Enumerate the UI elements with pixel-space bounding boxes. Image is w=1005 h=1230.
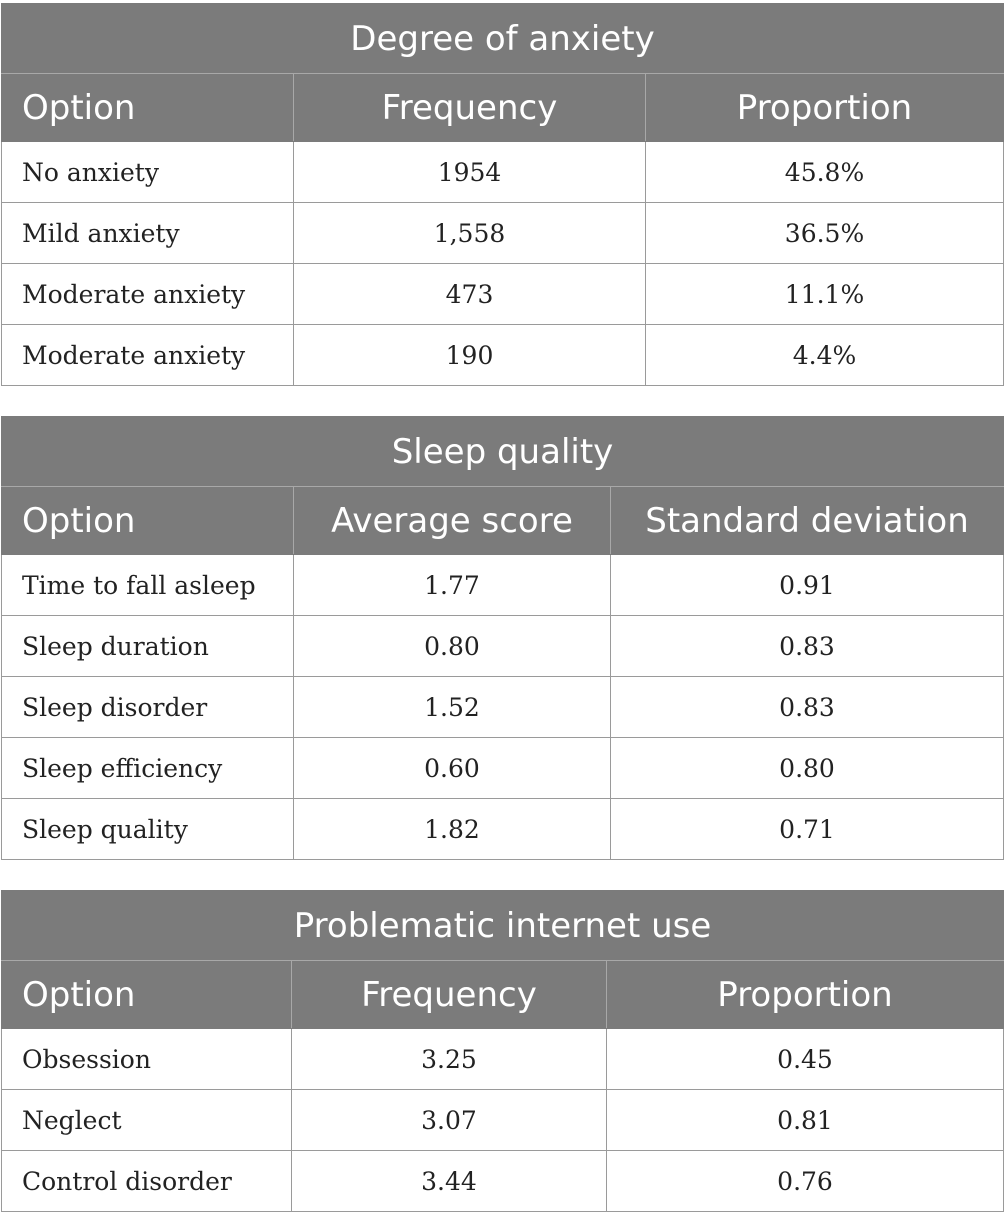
table-cell: 0.80	[611, 738, 1004, 799]
table-cell: 0.81	[607, 1090, 1004, 1151]
table-row	[2, 1090, 1004, 1151]
column-header: Average score	[294, 487, 611, 555]
table-cell: 3.44	[292, 1151, 607, 1212]
table-row	[2, 677, 1004, 738]
table-cell: Mild anxiety	[2, 203, 294, 264]
column-header: Option	[2, 487, 294, 555]
table-cell: 45.8%	[646, 142, 1004, 203]
table-cell: 0.83	[611, 616, 1004, 677]
table-cell: 0.83	[611, 677, 1004, 738]
column-header: Proportion	[646, 74, 1004, 142]
table-row	[2, 1029, 1004, 1090]
anxiety-table	[1, 3, 1004, 386]
table-cell: 190	[294, 325, 646, 386]
table-row	[2, 325, 1004, 386]
table-row	[2, 203, 1004, 264]
table-row	[2, 616, 1004, 677]
table-header-row	[2, 961, 1004, 1029]
table-cell: 1,558	[294, 203, 646, 264]
column-header: Frequency	[292, 961, 607, 1029]
table-cell: 36.5%	[646, 203, 1004, 264]
table-cell: Obsession	[2, 1029, 292, 1090]
table-header-row	[2, 487, 1004, 555]
table-cell: 3.25	[292, 1029, 607, 1090]
table-cell: 0.80	[294, 616, 611, 677]
table-cell: Sleep quality	[2, 799, 294, 860]
table-title-row	[2, 891, 1004, 961]
table-cell: 1954	[294, 142, 646, 203]
table-row	[2, 1151, 1004, 1212]
table-cell: No anxiety	[2, 142, 294, 203]
table-cell: Control disorder	[2, 1151, 292, 1212]
sleep-quality-table	[1, 416, 1004, 860]
table-cell: Neglect	[2, 1090, 292, 1151]
table-cell: Sleep disorder	[2, 677, 294, 738]
column-header: Option	[2, 961, 292, 1029]
column-header: Standard deviation	[611, 487, 1004, 555]
table-cell: 0.45	[607, 1029, 1004, 1090]
table-cell: Moderate anxiety	[2, 325, 294, 386]
column-header: Frequency	[294, 74, 646, 142]
table-cell: Moderate anxiety	[2, 264, 294, 325]
table-row	[2, 799, 1004, 860]
table-row	[2, 738, 1004, 799]
table-cell: 473	[294, 264, 646, 325]
table-row	[2, 555, 1004, 616]
table-title-row	[2, 4, 1004, 74]
internet-use-table	[1, 890, 1004, 1212]
table-cell: 1.77	[294, 555, 611, 616]
table-cell: 1.82	[294, 799, 611, 860]
table-cell: 0.91	[611, 555, 1004, 616]
table-row	[2, 264, 1004, 325]
table-cell: 0.60	[294, 738, 611, 799]
column-header: Option	[2, 74, 294, 142]
table-title: Problematic internet use	[2, 891, 1004, 961]
table-cell: 0.76	[607, 1151, 1004, 1212]
table-cell: Sleep efficiency	[2, 738, 294, 799]
table-title: Degree of anxiety	[2, 4, 1004, 74]
table-cell: 4.4%	[646, 325, 1004, 386]
table-cell: Time to fall asleep	[2, 555, 294, 616]
table-cell: 1.52	[294, 677, 611, 738]
table-row	[2, 142, 1004, 203]
table-cell: 0.71	[611, 799, 1004, 860]
table-cell: Sleep duration	[2, 616, 294, 677]
table-title: Sleep quality	[2, 417, 1004, 487]
table-header-row	[2, 74, 1004, 142]
table-cell: 11.1%	[646, 264, 1004, 325]
column-header: Proportion	[607, 961, 1004, 1029]
table-title-row	[2, 417, 1004, 487]
table-cell: 3.07	[292, 1090, 607, 1151]
